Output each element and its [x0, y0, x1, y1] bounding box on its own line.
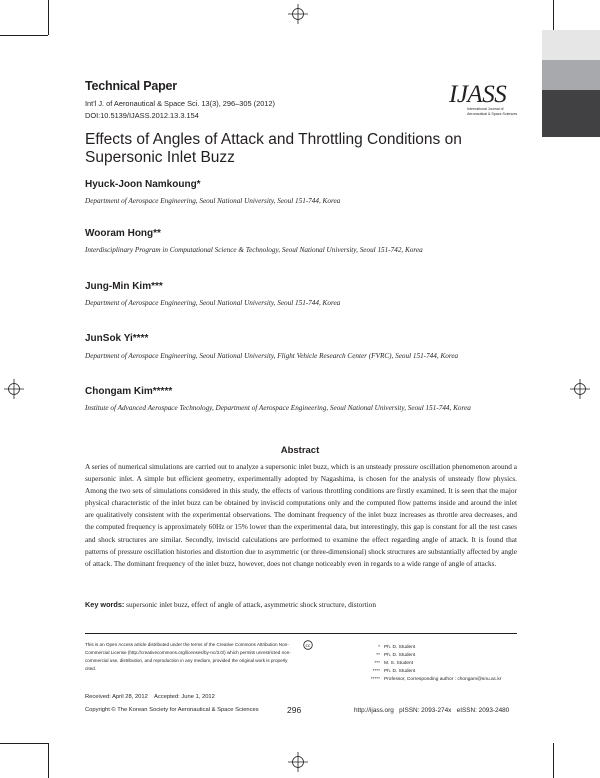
author-affiliation: Department of Aerospace Engineering, Seoul National University, Seoul 151-744, Korea — [85, 299, 341, 307]
creative-commons-icon — [303, 640, 313, 650]
note-mark: * — [378, 645, 380, 650]
crop-mark-bottom-left-v — [48, 743, 49, 778]
journal-url-issn: http://ijass.org pISSN: 2093-274x eISSN: 2093-2480 — [354, 707, 510, 714]
footnote-rule — [85, 633, 517, 634]
crop-mark-bottom-right-v — [553, 743, 554, 778]
author-notes — [340, 644, 501, 684]
ijass-logo — [449, 82, 521, 130]
author-name: Chongam Kim***** — [85, 386, 173, 397]
crop-mark-bottom-left-h — [0, 743, 48, 744]
author-name: JunSok Yi**** — [85, 333, 149, 344]
copyright: Copyright © The Korean Society for Aeronautical & Space Sciences — [85, 707, 259, 713]
author-affiliation: Interdisciplinary Program in Computational Science & Technology, Seoul National University, Seoul 151-742, Korea — [85, 246, 423, 254]
author-affiliation: Department of Aerospace Engineering, Seoul National University, Flight Vehicle Research Center (FVRC), Seoul 151-744, Korea — [85, 352, 459, 360]
paper-title: Effects of Angles of Attack and Throttling Conditions on Supersonic Inlet Buzz — [85, 131, 462, 166]
note-text: Ph. D. Student — [384, 645, 416, 650]
note-mark: *** — [374, 661, 380, 667]
note-text: Professor, Corresponding author : chongam@snu.ac.kr — [384, 677, 502, 683]
registration-mark-bottom-icon — [288, 752, 308, 772]
note-row — [340, 676, 501, 684]
keywords-label: Key words: — [85, 600, 125, 609]
note-text: Ph. D. Student — [384, 669, 416, 675]
doi-line: DOI:10.5139/IJASS.2012.13.3.154 — [85, 111, 199, 120]
note-mark: ***** — [370, 677, 380, 683]
page-number: 296 — [287, 705, 302, 715]
note-row — [340, 644, 501, 652]
gray-tab-dark — [542, 90, 600, 137]
logo-subtitle-2: Aeronautical & Space Sciences — [467, 111, 518, 116]
author-name: Jung-Min Kim*** — [85, 281, 163, 292]
svg-text:cc: cc — [305, 643, 311, 649]
keywords — [85, 600, 376, 609]
registration-mark-right-icon — [570, 379, 590, 399]
crop-mark-top-left-v — [48, 0, 49, 35]
author-affiliation: Department of Aerospace Engineering, Seoul National University, Seoul 151-744, Korea — [85, 197, 341, 205]
note-row — [340, 660, 501, 668]
note-row — [340, 652, 501, 660]
logo-text: IJASS — [449, 81, 507, 108]
keywords-text: supersonic inlet buzz, effect of angle of attack, asymmetric shock structure, distortion — [126, 600, 377, 609]
gray-tab-light — [542, 30, 600, 60]
author-name: Hyuck-Joon Namkoung* — [85, 179, 201, 190]
logo-subtitle-1: International Journal of — [467, 107, 504, 111]
received-date: Received: April 28, 2012 Accepted: June 1, 2012 — [85, 694, 215, 700]
registration-mark-top-icon — [288, 4, 308, 24]
author-affiliation: Institute of Advanced Aerospace Technology, Department of Aerospace Engineering, Seoul National University, Seoul 151-744, Korea — [85, 404, 471, 412]
gray-tab-medium — [542, 60, 600, 90]
abstract-body: A series of numerical simulations are carried out to analyze a supersonic inlet buzz, which is an unsteady pressure oscillation phenomenon around a supersonic inlet. A simple but efficient geometry, experimentally adopted by Nagashima, is chosen for the analysis of unsteady flow physics. Among the two sets of simulations considered in this study, the effects of various throttling conditions are firstly examined. It is seen that the major physical characteristic of the inlet buzz can be obtained by inviscid computations only and the computed flow patterns inside and around the inlet are qualitatively consistent with the experimental observations. The dominant frequency of the inlet buzz increases as throttle area decreases, and the computed frequency is approximately 60Hz or 15% lower than the experimental data, but interestingly, this gap is constant for all the test cases and shock structures are similar. Secondly, inviscid calculations are performed to examine the effect regarding angle of attack. It is found that patterns of pressure oscillation histories and distortion due to asymmetric (or three-dimensional) shock structures are substantially affected by angle of attack. The dominant frequency of the inlet buzz, however, does not change noticeably even in regards to a wide range of angle of attacks. — [85, 462, 517, 568]
author-name: Wooram Hong** — [85, 228, 161, 239]
paper-type: Technical Paper — [85, 79, 177, 93]
abstract-heading: Abstract — [280, 445, 320, 456]
note-mark: ** — [376, 653, 380, 659]
citation-line: Int'l J. of Aeronautical & Space Sci. 13(3), 296–305 (2012) — [85, 99, 275, 108]
license-text: This is an Open Access article distributed under the terms of the Creative Commons Attribution Non-Commercial License (http://creativecommons.org/licenses/by-nc/3.0/) which permits unrestricted non-commercial use, distribution, and reproduction in any medium, provided the original work is properly cited. — [85, 642, 291, 671]
registration-mark-left-icon — [4, 379, 24, 399]
crop-mark-top-left-h — [0, 35, 48, 36]
note-row — [340, 668, 501, 676]
note-text: M. S. Student — [384, 661, 414, 667]
note-mark: **** — [372, 669, 380, 675]
note-text: Ph. D. Student — [384, 653, 416, 659]
